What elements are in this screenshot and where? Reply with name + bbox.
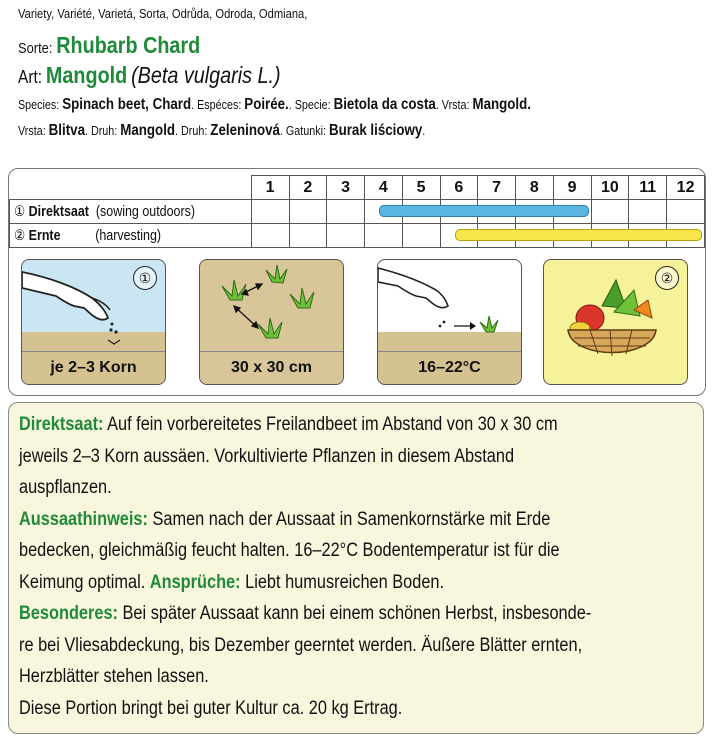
month-4: 4 <box>365 176 403 200</box>
sorte-line <box>18 32 230 59</box>
sowing-period-bar <box>379 205 589 217</box>
besonderes-heading: Besonderes: <box>19 603 118 624</box>
direktsaat-heading: Direktsaat: <box>19 414 104 435</box>
step-2-icon: ② <box>655 266 679 290</box>
month-1: 1 <box>251 176 289 200</box>
varieties-line: Variety, Variété, Varietá, Sorta, Odrůda, Odroda, Odmiana, <box>18 6 308 21</box>
yield-text: Diese Portion bringt bei guter Kultur ca. 20 kg Ertrag. <box>19 697 403 719</box>
species-line-2: Vrsta: Blitva. Druh: Mangold. Druh: Zeleninová. Gatunki: Burak liściowy. <box>18 122 426 139</box>
month-6: 6 <box>440 176 478 200</box>
picture-caption-spacing: 30 x 30 cm <box>200 351 343 384</box>
instructions-text: Direktsaat: Auf fein vorbereitetes Freilandbeet im Abstand von 30 x 30 cm jeweils 2–3 Korn aussäen. Vorkultivierte Pflanzen in diesem Abstand auspflanzen. Aussaathinweis: Samen nach der Aussaat in Samenkornstärke mit Erde bedecken, gleichmäßig feucht halten. 16–22°C Bodentemperatur ist für die Keimung optimal. Ansprüche: Liebt humusreichen Boden. Besonderes: Bei später Aussaat kann bei einem schönen Herbst, insbesonde- re bei Vliesabdeckung, bis Dezember geerntet werden. Äußere Blätter ernten, Herzblätter stehen lassen. Diese Portion bringt bei guter Kultur ca. 20 kg Ertrag. <box>19 409 684 724</box>
month-9: 9 <box>553 176 591 200</box>
sorte-value: Rhubarb Chard <box>56 32 201 58</box>
art-latin: (Beta vulgaris L.) <box>131 62 281 88</box>
month-7: 7 <box>478 176 516 200</box>
picture-harvest <box>543 259 688 385</box>
month-12: 12 <box>667 176 705 200</box>
aussaathinweis-heading: Aussaathinweis: <box>19 508 148 530</box>
harvest-label: ② Ernte (harvesting) <box>10 224 252 248</box>
germination-icon <box>378 260 521 352</box>
picture-caption-temperature: 16–22°C <box>378 351 521 384</box>
picture-spacing <box>199 259 344 385</box>
month-10: 10 <box>591 176 629 200</box>
calendar-row-sowing <box>10 200 705 224</box>
harvest-period-bar <box>455 229 702 241</box>
month-5: 5 <box>402 176 440 200</box>
picture-caption-seeds: je 2–3 Korn <box>22 351 165 384</box>
month-11: 11 <box>629 176 667 200</box>
art-line <box>18 62 323 89</box>
calendar-month-row <box>10 176 705 200</box>
month-8: 8 <box>516 176 554 200</box>
ansprueche-heading: Ansprüche: <box>149 571 241 593</box>
calendar-panel <box>8 168 706 396</box>
month-2: 2 <box>289 176 327 200</box>
sowing-label: ① Direktsaat (sowing outdoors) <box>10 200 252 224</box>
instructions-box <box>8 402 704 734</box>
art-label: Art: <box>18 67 43 87</box>
sorte-label: Sorte: <box>18 40 53 57</box>
picture-temperature <box>377 259 522 385</box>
art-value: Mangold <box>45 62 128 88</box>
plant-spacing-icon <box>200 260 343 352</box>
picture-sowing <box>21 259 166 385</box>
species-line-1: Species: Spinach beet, Chard. Espéces: Poirée.. Specie: Bietola da costa. Vrsta: Mangold. <box>18 96 531 113</box>
month-3: 3 <box>327 176 365 200</box>
step-1-icon: ① <box>133 266 157 290</box>
